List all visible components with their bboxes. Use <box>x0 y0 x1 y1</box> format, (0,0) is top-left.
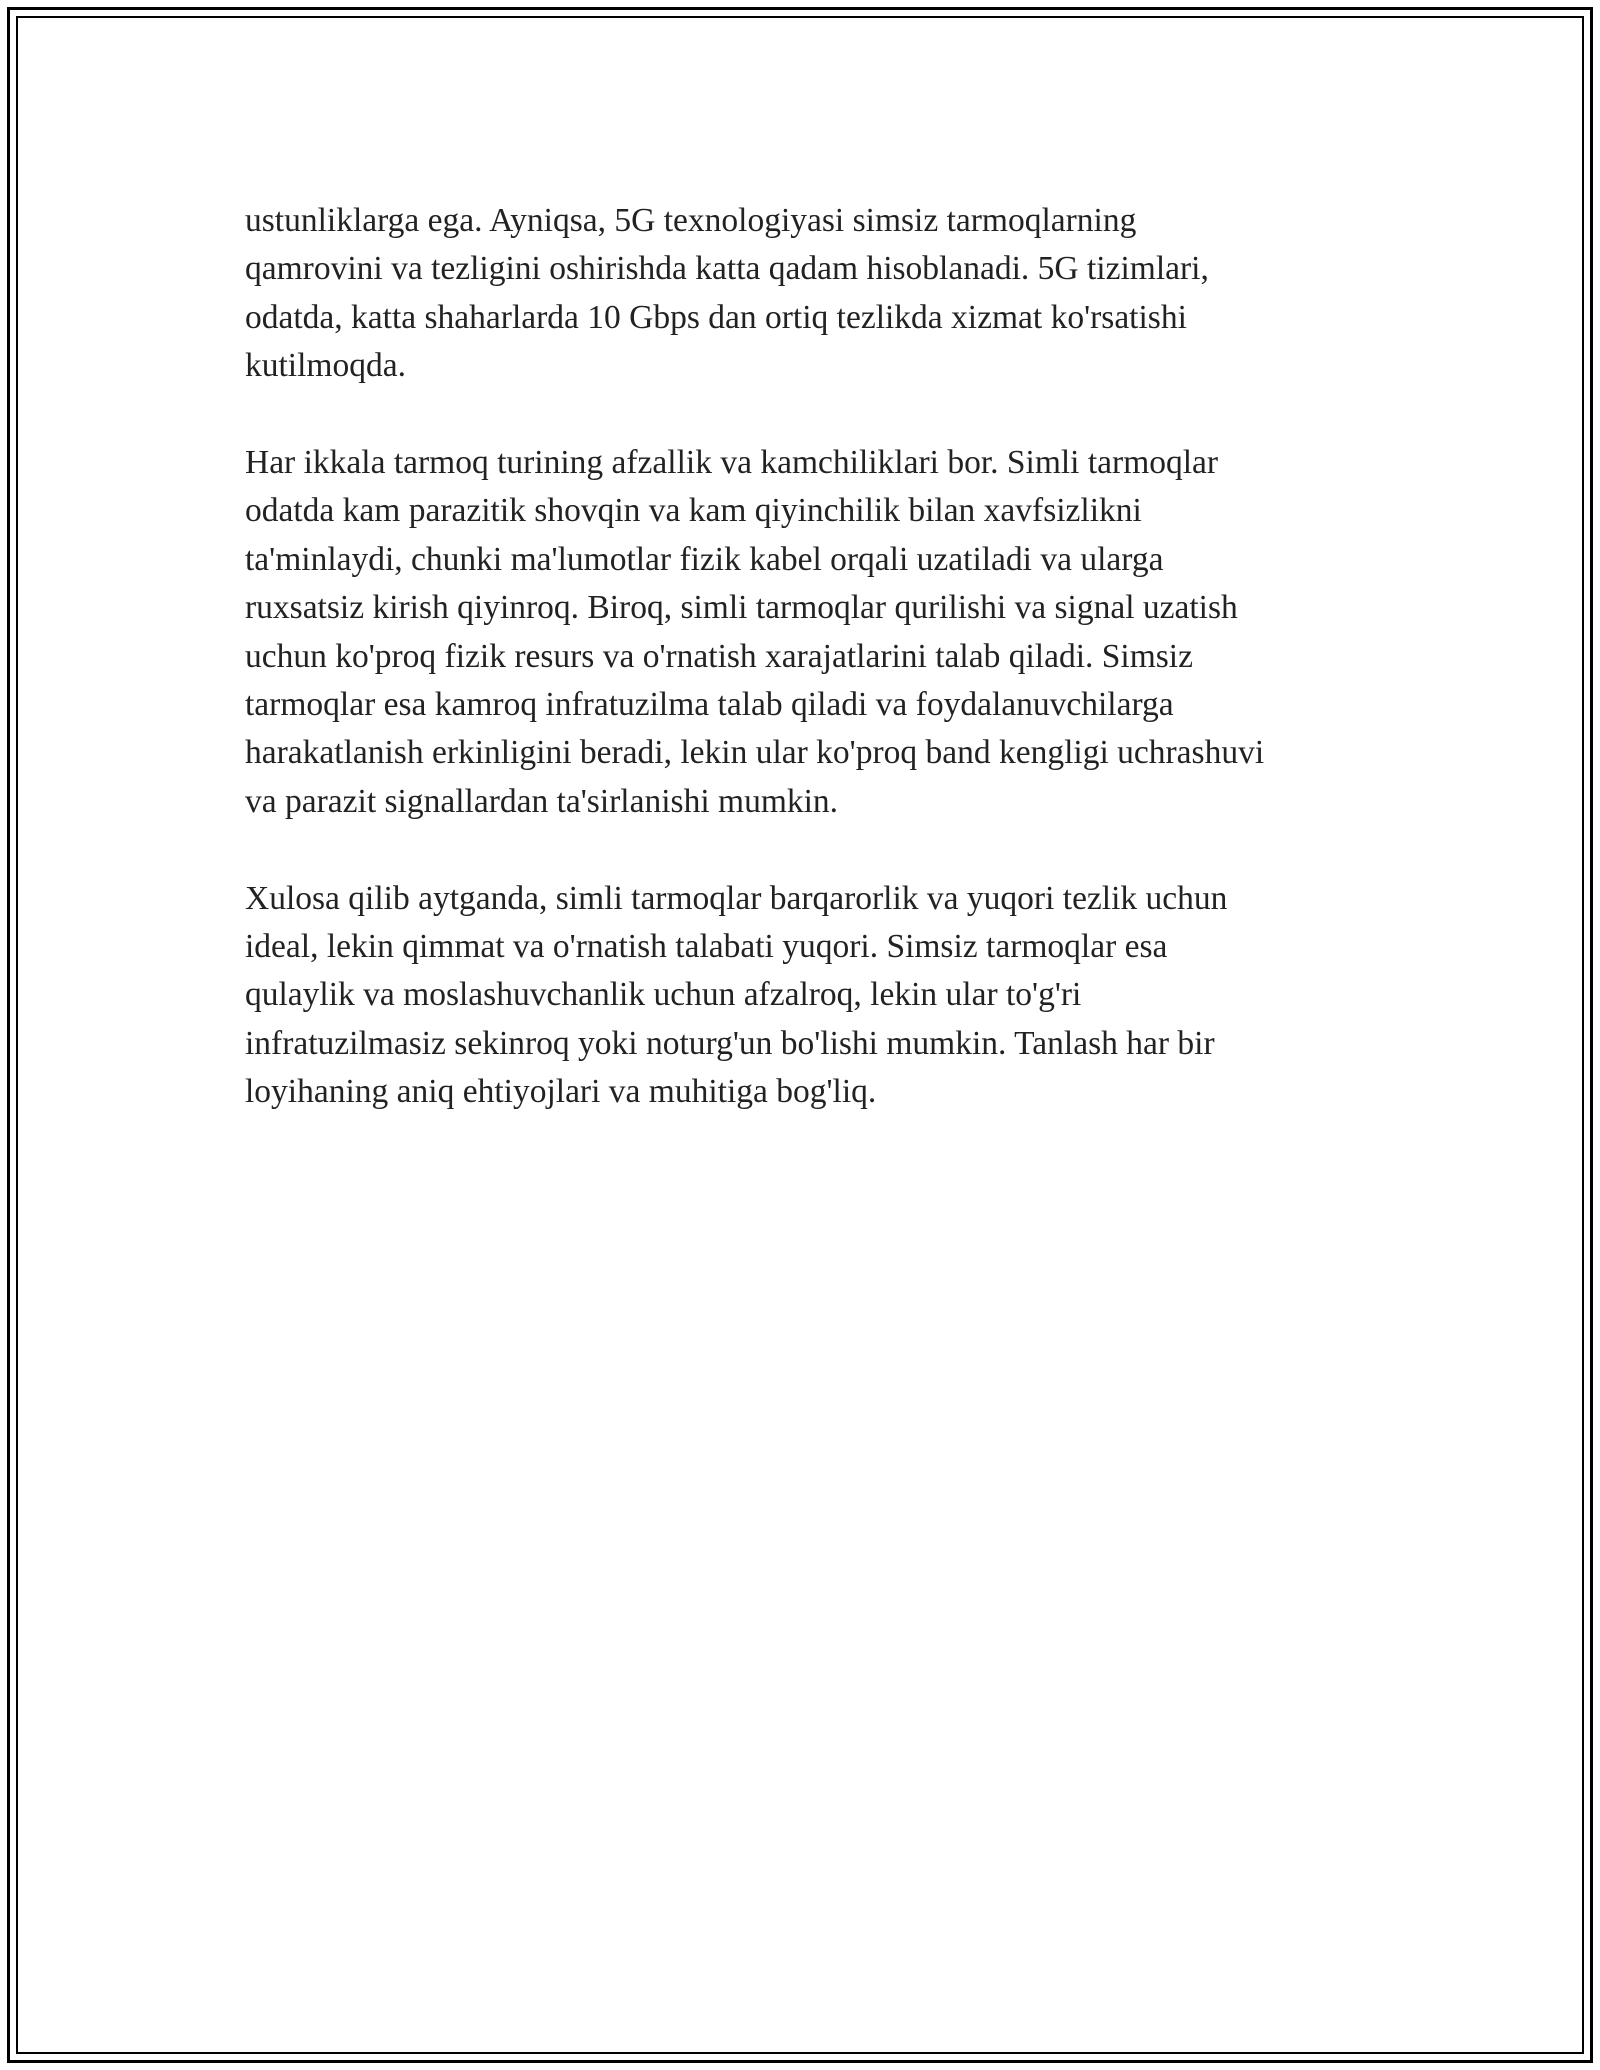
text-line: ruxsatsiz kirish qiyinroq. Biroq, simli tarmoqlar qurilishi va signal uzatish <box>245 589 1238 627</box>
paragraph-conclusion <box>245 875 1375 1117</box>
text-line: ideal, lekin qimmat va o'rnatish talabati yuqori. Simsiz tarmoqlar esa <box>245 928 1168 966</box>
text-line: ta'minlaydi, chunki ma'lumotlar fizik kabel orqali uzatiladi va ularga <box>245 540 1164 578</box>
text-line: uchun ko'proq fizik resurs va o'rnatish xarajatlarini talab qiladi. Simsiz <box>245 637 1193 675</box>
text-line: kutilmoqda. <box>245 347 406 385</box>
text-line: Xulosa qilib aytganda, simli tarmoqlar barqarorlik va yuqori tezlik uchun <box>245 879 1228 917</box>
document-body <box>245 197 1375 1165</box>
text-line: harakatlanish erkinligini beradi, lekin ular ko'proq band kengligi uchrashuvi <box>245 734 1265 772</box>
text-line: odatda kam parazitik shovqin va kam qiyinchilik bilan xavfsizlikni <box>245 492 1142 530</box>
paragraph-5g-advantages <box>245 197 1375 391</box>
text-line: qamrovini va tezligini oshirishda katta qadam hisoblanadi. 5G tizimlari, <box>245 250 1209 288</box>
text-line: loyihaning aniq ehtiyojlari va muhitiga bog'liq. <box>245 1073 877 1111</box>
text-line: tarmoqlar esa kamroq infratuzilma talab qiladi va foydalanuvchilarga <box>245 686 1174 724</box>
paragraph-pros-cons <box>245 439 1375 826</box>
page-frame <box>7 7 1593 2063</box>
text-line: odatda, katta shaharlarda 10 Gbps dan ortiq tezlikda xizmat ko'rsatishi <box>245 298 1187 336</box>
text-line: infratuzilmasiz sekinroq yoki noturg'un bo'lishi mumkin. Tanlash har bir <box>245 1024 1215 1062</box>
text-line: ustunliklarga ega. Ayniqsa, 5G texnologiyasi simsiz tarmoqlarning <box>245 202 1137 239</box>
text-line: Har ikkala tarmoq turining afzallik va kamchiliklari bor. Simli tarmoqlar <box>245 444 1219 482</box>
text-line: qulaylik va moslashuvchanlik uchun afzalroq, lekin ular to'g'ri <box>245 976 1082 1014</box>
text-line: va parazit signallardan ta'sirlanishi mumkin. <box>245 782 839 820</box>
